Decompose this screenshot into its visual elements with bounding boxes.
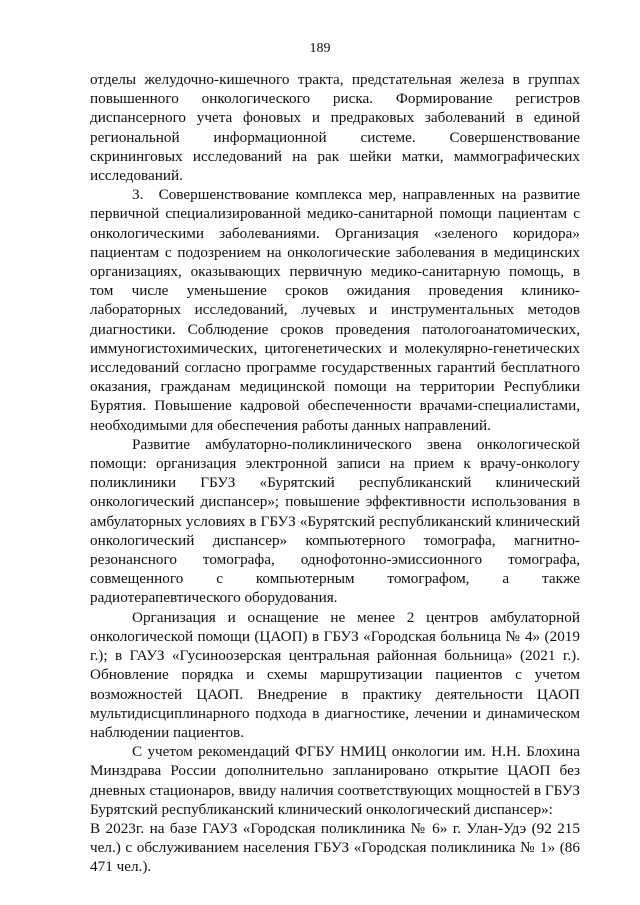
paragraph-outpatient-development: Развитие амбулаторно-поликлинического звена онкологической помощи: организация электронной записи на прием к врачу-онкологу поликлиники ГБУЗ «Бурятский республиканский клинический онкологический диспансер»; повышение эффективности использования в амбулаторных условиях в ГБУЗ «Бурятский республиканский клинический онкологический диспансер» компьютерного томографа, магнитно-резонансного томографа, однофотонно-эмиссионного томографа, совмещенного с компьютерным томографом, а также радиотерапевтического оборудования.	[90, 435, 580, 607]
paragraph-blokhin-recommendations: С учетом рекомендаций ФГБУ НМИЦ онкологии им. Н.Н. Блохина Минздрава России дополнительно запланировано открытие ЦАОП без дневных стационаров, ввиду наличия соответствующих мощностей в ГБУЗ Бурятский республиканский клинический онкологический диспансер»:	[90, 743, 580, 818]
page-number: 189	[309, 41, 331, 56]
paragraph-caop-organization: Организация и оснащение не менее 2 центров амбулаторной онкологической помощи (ЦАОП) в ГБУЗ «Городская больница № 4» (2019 г.); в ГАУЗ «Гусиноозерская центральная районная больница» (2021 г.). Обновление порядка и схемы маршрутизации пациентов с учетом возможностей ЦАОП. Внедрение в практику деятельности ЦАОП мультидисциплинарного подхода в диагностике, лечении и динамическом наблюдении пациентов.	[90, 608, 580, 741]
paragraph-screening-continuation: отделы желудочно-кишечного тракта, предстательная железа в группах повышенного онкологического риска. Формирование регистров диспансерного учета фоновых и предраковых заболеваний в единой региональной информационной системе. Совершенствование скрининговых исследований на рак шейки матки, маммографических исследований.	[90, 71, 580, 185]
paragraph-2023-polyclinic: В 2023г. на базе ГАУЗ «Городская поликлиника № 6» г. Улан-Удэ (92 215 чел.) с обслуживанием населения ГБУЗ «Городская поликлиника № 1» (86 471 чел.).	[90, 819, 580, 876]
paragraph-item-3-primary-care: 3. Совершенствование комплекса мер, направленных на развитие первичной специализированной медико-санитарной помощи пациентам с онкологическими заболеваниями. Организация «зеленого коридора» пациентам с подозрением на онкологические заболевания в медицинских организациях, оказывающих первичную медико-санитарную помощь, в том числе уменьшение сроков ожидания проведения клинико-лабораторных исследований, лучевых и инструментальных методов диагностики. Соблюдение сроков проведения патологоанатомических, иммуногистохимических, цитогенетических и молекулярно-генетических исследований согласно программе государственных гарантий бесплатного оказания, гражданам медицинской помощи на территории Республики Бурятия. Повышение кадровой обеспеченности врачами-специалистами, необходимыми для обеспечения работы данных направлений.	[90, 186, 580, 434]
page-body	[90, 70, 580, 877]
